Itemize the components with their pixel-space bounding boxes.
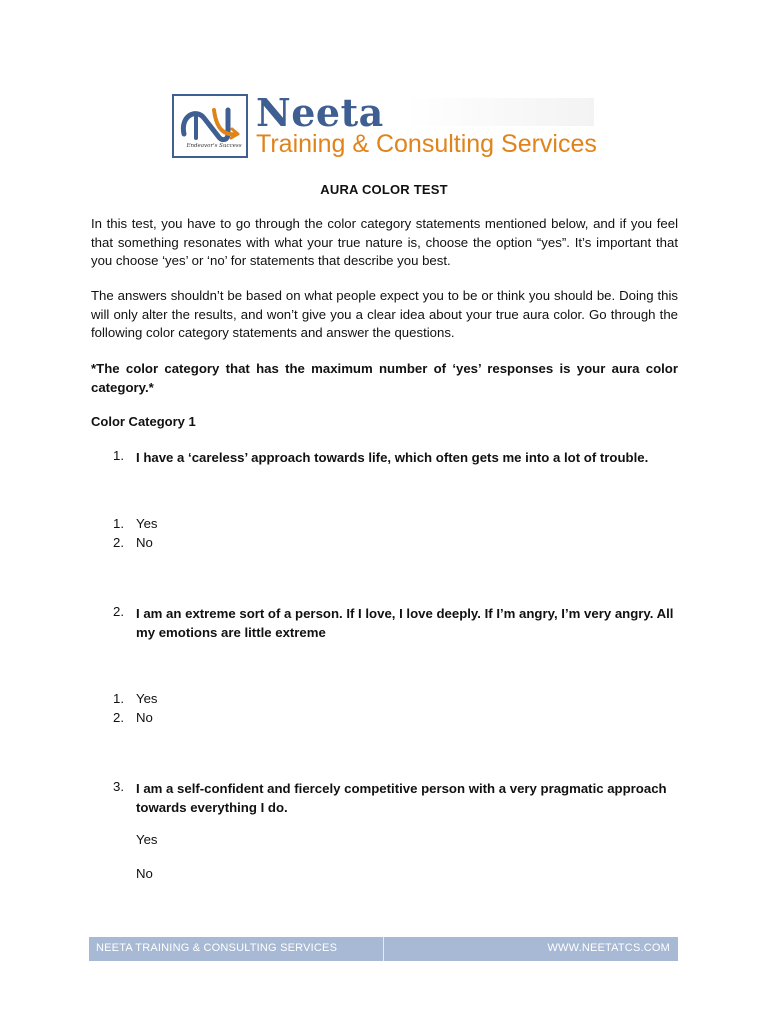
question-text: I am an extreme sort of a person. If I love, I love deeply. If I’m angry, I’m very angry. All my emotions are little extreme (136, 606, 674, 640)
question-number: 1. (113, 448, 124, 463)
footer-divider (383, 937, 384, 961)
option-label: No (136, 866, 153, 881)
option-label: Yes (136, 516, 158, 531)
company-logo (172, 90, 597, 160)
logo-name: Neeta (256, 90, 384, 135)
option-label: No (136, 710, 153, 725)
question-text: I am a self-confident and fiercely competitive person with a very pragmatic approach towards everything I do. (136, 781, 667, 815)
logo-subtitle: Training & Consulting Services (256, 130, 597, 158)
logo-tagline: Endeavor's Success (186, 143, 242, 149)
option-number: 1. (113, 691, 124, 706)
document-title: AURA COLOR TEST (320, 182, 448, 197)
option-number: 2. (113, 710, 124, 725)
option-label: Yes (136, 832, 158, 847)
option-label: Yes (136, 691, 158, 706)
option-number: 1. (113, 516, 124, 531)
option-label: No (136, 535, 153, 550)
question-text: I have a ‘careless’ approach towards life, which often gets me into a lot of trouble. (136, 450, 649, 465)
note-paragraph: *The color category that has the maximum number of ‘yes’ responses is your aura color category.* (91, 361, 678, 395)
footer-website-link[interactable]: WWW.NEETATCS.COM (547, 942, 670, 954)
intro-paragraph-2: The answers shouldn’t be based on what people expect you to be or think you should be. Doing this will only alter the results, and won’t give you a clear idea about your true aura color. Go through the following color category statements and answer the questions. (91, 288, 678, 340)
question-number: 2. (113, 604, 124, 619)
logo-monogram-icon (174, 96, 250, 160)
category-heading: Color Category 1 (91, 414, 196, 429)
logo-mark (172, 94, 248, 158)
intro-paragraph-1: In this test, you have to go through the color category statements mentioned below, and if you feel that something resonates with what your true nature is, choose the option “yes”. It’s important that you choose ‘yes’ or ‘no’ for statements that describe you best. (91, 216, 678, 268)
footer-company: NEETA TRAINING & CONSULTING SERVICES (96, 942, 338, 954)
option-number: 2. (113, 535, 124, 550)
page-footer (89, 937, 678, 961)
question-number: 3. (113, 779, 124, 794)
